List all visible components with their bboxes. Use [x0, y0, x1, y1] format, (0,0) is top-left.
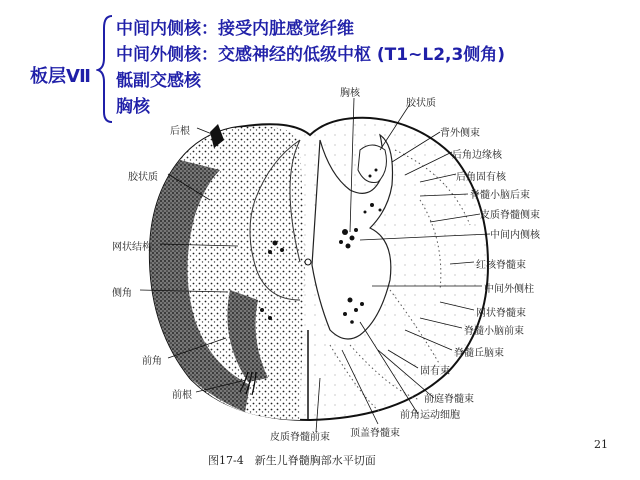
label-lateral-corticospinal: 皮质脊髓侧束	[480, 210, 540, 221]
label-dorsal-root: 后根	[170, 126, 190, 137]
label-intermediolateral-column: 中间外侧柱	[484, 284, 534, 295]
label-spinothalamic: 脊髓丘脑束	[454, 348, 504, 359]
right-dorsal-horn	[358, 145, 386, 183]
label-rubrospinal: 红核脊髓束	[476, 260, 526, 271]
label-anterior-horn-motor-cells: 前角运动细胞	[400, 410, 460, 421]
label-substantia-gelatinosa-right: 胶状质	[406, 98, 436, 109]
label-vestibulospinal: 前庭脊髓束	[424, 394, 474, 405]
label-posteromarginal-nucleus: 后角边缘核	[452, 150, 502, 161]
line-medial-nucleus: 中间内侧核：接受内脏感觉纤维	[116, 19, 354, 39]
label-reticulospinal: 网状脊髓束	[476, 308, 526, 319]
label-tectospinal: 顶盖脊髓束	[350, 428, 400, 439]
page-number: 21	[594, 438, 608, 451]
label-ventral-root: 前根	[172, 390, 192, 401]
label-lateral-horn: 侧角	[112, 288, 132, 299]
label-dorsolateral-fasciculus: 背外侧束	[440, 128, 480, 139]
line-sacral-parasympathetic: 骶副交感核	[116, 71, 201, 91]
label-anterior-spinocerebellar: 脊髓小脑前束	[464, 326, 524, 337]
line-thoracic-nucleus: 胸核	[116, 97, 150, 117]
lamina-label: 板层Ⅶ	[30, 66, 91, 87]
label-anterior-corticospinal: 皮质脊髓前束	[270, 432, 330, 443]
label-thoracic-nucleus: 胸核	[340, 88, 360, 99]
label-intermediomedial-nucleus: 中间内侧核	[490, 230, 540, 241]
label-nucleus-proprius: 后角固有核	[456, 172, 506, 183]
figure-caption: 图17-4 新生儿脊髓胸部水平切面	[208, 454, 376, 467]
line-lateral-nucleus: 中间外侧核：交感神经的低级中枢 (T1~L2,3侧角)	[116, 45, 506, 65]
label-fasciculus-proprius: 固有束	[420, 366, 450, 377]
label-posterior-spinocerebellar: 脊髓小脑后束	[470, 190, 530, 201]
label-reticular-formation: 网状结构	[112, 242, 152, 253]
label-anterior-horn: 前角	[142, 356, 162, 367]
label-substantia-gelatinosa-left: 胶状质	[128, 172, 158, 183]
